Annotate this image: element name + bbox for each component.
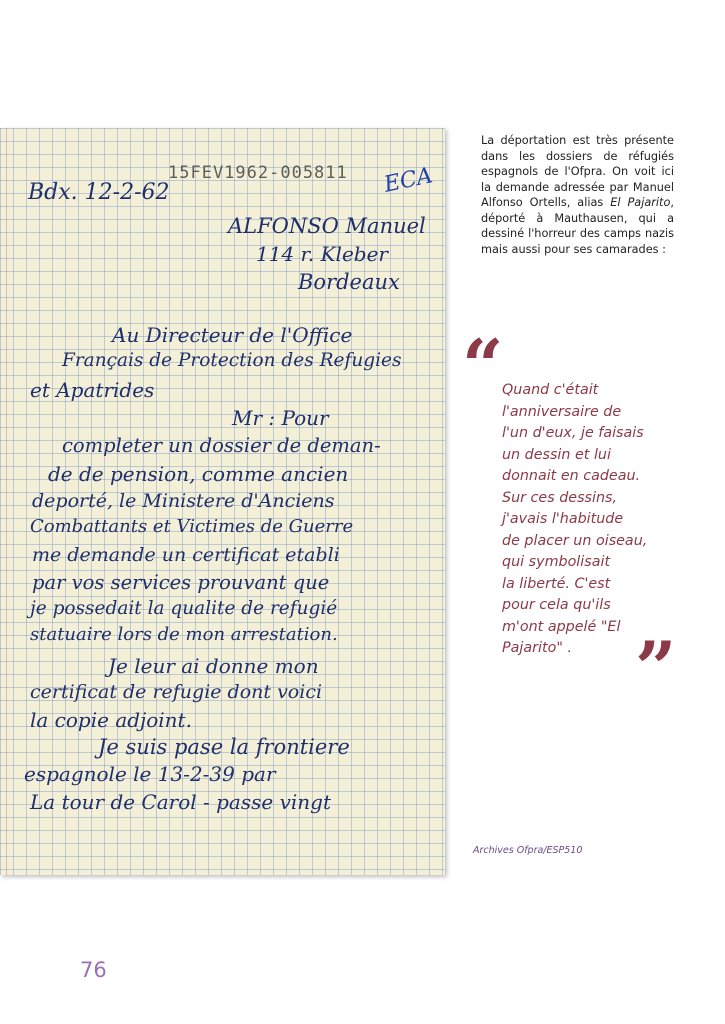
letter-line: 114 r. Kleber xyxy=(256,242,388,266)
letter-line: La tour de Carol - passe vingt xyxy=(30,790,331,814)
letter-line: Français de Protection des Refugies xyxy=(62,350,402,371)
quote-line: Sur ces dessins, xyxy=(502,489,618,506)
intro-paragraph xyxy=(481,133,674,257)
date-stamp: 15FEV1962-005811 xyxy=(168,163,348,183)
quote-line: de placer un oiseau, xyxy=(502,532,648,549)
intro-alias: El Pajarito xyxy=(610,196,671,209)
letter-line: et Apatrides xyxy=(30,378,155,402)
quote-line: l'un d'eux, je faisais xyxy=(502,425,644,441)
letter-line: Je suis pase la frontiere xyxy=(98,735,350,759)
quote-line: Quand c'était xyxy=(502,382,599,398)
margin-line xyxy=(6,128,7,875)
letter-line: ALFONSO Manuel xyxy=(228,214,426,238)
quote-line: Pajarito" . xyxy=(502,640,572,656)
open-quote-mark: “ xyxy=(462,323,504,408)
letter-line: Je leur ai donne mon xyxy=(108,654,319,678)
letter-line: la copie adjoint. xyxy=(30,708,192,732)
quote-line: l'anniversaire de xyxy=(502,403,622,420)
quote-line: qui symbolisait xyxy=(502,554,611,570)
quote-line: donnait en cadeau. xyxy=(502,468,641,484)
image-caption: Archives Ofpra/ESP510 xyxy=(473,845,583,856)
letter-line: statuaire lors de mon arrestation. xyxy=(30,624,338,645)
letter-line: me demande un certificat etabli xyxy=(32,544,340,566)
letter-line: par vos services prouvant que xyxy=(32,571,330,594)
letter-line: deporté, le Ministere d'Anciens xyxy=(32,490,335,512)
letter-line: je possedait la qualite de refugié xyxy=(30,598,338,619)
letter-line: Combattants et Victimes de Guerre xyxy=(30,516,354,537)
close-quote-mark: ” xyxy=(635,625,677,710)
letter-line: Bdx. 12-2-62 xyxy=(28,180,170,205)
quote-line: pour cela qu'ils xyxy=(502,597,611,613)
quote-line: la liberté. C'est xyxy=(502,575,611,592)
pull-quote xyxy=(502,380,682,660)
letter-line: espagnole le 13-2-39 par xyxy=(24,762,276,786)
quote-line: un dessin et lui xyxy=(502,446,611,463)
handwritten-mark: ECA xyxy=(381,163,435,198)
quote-line: m'ont appelé "El xyxy=(502,618,621,635)
page-number: 76 xyxy=(80,958,107,982)
letter-line: Au Directeur de l'Office xyxy=(112,323,353,347)
handwritten-letter-image xyxy=(0,128,445,875)
quote-line: j'avais l'habitude xyxy=(502,511,624,527)
intro-text-part1: La déportation est très présente dans les dossiers de réfugiés espagnols de l'Ofpra. On voit ici la demande adressée par Manuel Alfonso Ortells, alias xyxy=(481,134,674,209)
letter-line: certificat de refugie dont voici xyxy=(30,681,323,703)
letter-line: Mr : Pour xyxy=(232,406,329,430)
letter-line: completer un dossier de deman- xyxy=(62,434,381,457)
letter-line: Bordeaux xyxy=(298,270,400,294)
letter-line: de de pension, comme ancien xyxy=(48,462,349,486)
intro-text-part2: , déporté à Mauthausen, qui a dessiné l'horreur des camps nazis mais aussi pour ses camarades : xyxy=(481,196,674,256)
